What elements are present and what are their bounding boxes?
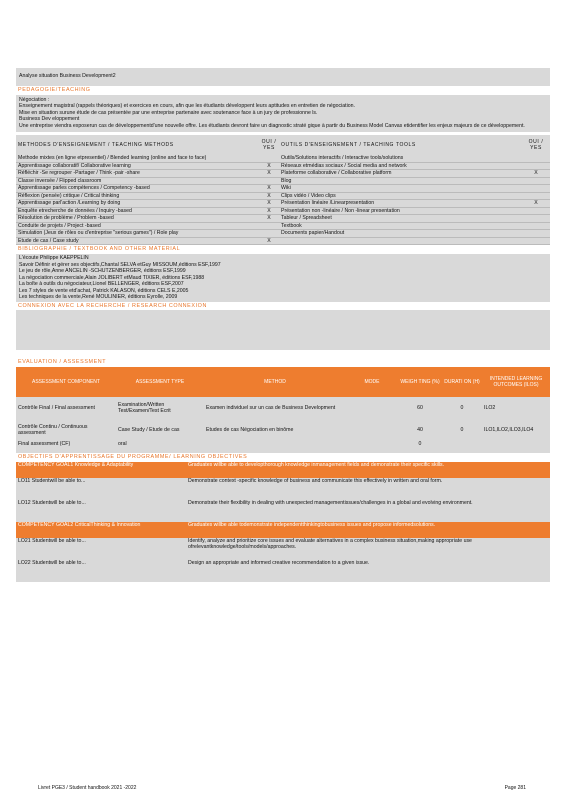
research-label: CONNEXION AVEC LA RECHERCHE / RESEARCH CONNEXION (18, 302, 207, 309)
method-mark (259, 230, 279, 238)
tool-mark: X (522, 170, 550, 178)
method-cell: Etude de cas / Case study (16, 237, 259, 245)
mode-cell (346, 419, 398, 441)
methods-table (16, 135, 550, 245)
method-mark: X (259, 207, 279, 215)
component-header: ASSESSMENT COMPONENT (16, 367, 116, 397)
tool-mark (522, 192, 550, 200)
method-mark: X (259, 170, 279, 178)
pedagogy-line: Enseignement magistral (rappels théoriques) et exercices en cours, afin que les étudiants développent leurs aptitudes en entretien de négociation. (19, 103, 355, 110)
table-row (16, 222, 550, 230)
learning-objective-row (16, 560, 550, 582)
method-cell (204, 441, 346, 453)
type-cell: oral (118, 441, 127, 447)
learning-objective-code: LO11 Studentwill be able to... (18, 477, 86, 484)
mode-cell (346, 397, 398, 419)
tool-cell: Documents papier/Handout (279, 230, 522, 238)
bibliography-line: La boîte à outils du négociateur,Lionel BELLENGER, éditions ESF,2007 (19, 281, 184, 287)
duration-cell: 0 (460, 426, 464, 433)
tool-cell (279, 237, 522, 245)
table-row (16, 237, 550, 245)
tool-cell: Outils/Solutions interactifs / Interactive tools/solutions (279, 155, 522, 162)
tool-mark (522, 237, 550, 245)
method-cell: Apprentissage parles compétences / Competency -based (16, 185, 259, 193)
pedagogy-line: Business Dev eloppement (19, 116, 80, 123)
method-cell: Examen individuel sur un cas de Business Development (206, 404, 336, 411)
table-row (16, 397, 550, 419)
bibliography-line: L'écoute Philippe KAEPPELIN (19, 255, 89, 261)
tool-cell: Présentation linéaire /Linearpresentation (279, 200, 522, 208)
method-cell: Classe inversée / Flipped classroom (16, 177, 259, 185)
tool-mark (522, 177, 550, 185)
method-mark: X (259, 215, 279, 223)
ilos-cell: ILO1,ILO2,ILO3,ILO4 (484, 426, 534, 433)
tool-cell: Clips vidéo / Video clips (279, 192, 522, 200)
component-cell: Contrôle Final / Final assessment (18, 404, 95, 411)
method-mark (259, 222, 279, 230)
method-cell: Apprentissage parl'action /Learning by doing (16, 200, 259, 208)
methods-header-row (16, 135, 550, 155)
weighting-cell: 40 (417, 426, 423, 433)
learning-objective-code: LO12 Studentwill be able to... (18, 499, 86, 506)
table-row (16, 177, 550, 185)
tools-yes-header: OUI / YES (528, 139, 544, 152)
ilos-cell: ILO2 (484, 404, 496, 411)
tool-mark (522, 185, 550, 193)
table-row (16, 162, 550, 170)
learning-objective-code: LO22 Studentwill be able to... (18, 559, 86, 566)
tools-header: OUTILS D'ENSEIGNEMENT / TEACHING TOOLS (281, 142, 416, 149)
evaluation-label: EVALUATION / ASSESSMENT (18, 359, 107, 366)
duration-header: DURATI ON (H) (442, 367, 482, 397)
method-cell: Réflexion (pensée) critique / Critical thinking (16, 192, 259, 200)
learning-objective-code: LO21 Studentwill be able to... (18, 537, 86, 544)
duration-cell: 0 (460, 404, 464, 411)
learning-objective-text: Design an appropriate and informed creative recommendation to a given issue. (188, 559, 370, 566)
bibliography-block (16, 254, 550, 302)
method-header: METHOD (204, 367, 346, 397)
method-mark (259, 177, 279, 185)
tool-cell: Présentation non -linéaire / Non -linear presentation (279, 207, 522, 215)
evaluation-table (16, 367, 550, 453)
method-cell: Etudes de cas Négociation en binôme (206, 426, 294, 433)
table-row (16, 207, 550, 215)
mode-header: MODE (346, 367, 398, 397)
bibliography-line: Le jeu de rôle,Anne ANCELIN -SCHUTZENBERGER, éditions ESF,1999 (19, 268, 186, 274)
methods-header: METHODES D'ENSEIGNEMENT / TEACHING METHODS (18, 142, 174, 149)
method-mark: X (259, 192, 279, 200)
method-cell: Résolution de problème / Problem -based (16, 215, 259, 223)
bibliography-label: BIBLIOGRAPHIE / TEXTBOOK AND OTHER MATERIAL (18, 246, 181, 253)
page-footer (38, 785, 526, 791)
tool-cell: Plateforme collaborative / Collaborative platform (279, 170, 522, 178)
learning-objective-text: Demonstrate their flexibility in dealing with unexpected managementissues/challenges in a global and evolving environment. (188, 499, 473, 506)
learning-objective-row (16, 538, 550, 560)
method-cell: Enquête etrecherche de données / Inquiry -based (16, 207, 259, 215)
table-row (16, 419, 550, 441)
learning-objective-text: Demonstrate context -specific knowledge of business and communicate this effectively in written and oral form. (188, 477, 443, 484)
tool-mark (522, 155, 550, 162)
bibliography-line: Les 7 styles de vente etd'achat, Patrick KALASON, éditions CELS E,2005 (19, 287, 189, 294)
competency-goal-row (16, 462, 550, 478)
course-title: Analyse situation Business Development2 (19, 73, 116, 79)
method-mark (259, 155, 279, 162)
ilos-cell (482, 441, 550, 453)
page-number: Page 281 (504, 785, 526, 791)
table-row (16, 215, 550, 223)
method-cell: Simulation (Jeux de rôles ou d'entreprise "serious games") / Role play (16, 230, 259, 238)
method-mark: X (259, 237, 279, 245)
tool-cell: Réseaux etmédias sociaux / Social media and network (279, 162, 522, 170)
table-row (16, 170, 550, 178)
type-header: ASSESSMENT TYPE (116, 367, 204, 397)
table-row (16, 155, 550, 162)
method-mark: X (259, 185, 279, 193)
component-cell: Final assessment (CF) (18, 441, 71, 447)
tool-cell: Textbook (279, 222, 522, 230)
table-row (16, 230, 550, 238)
weighting-header: WEIGH TING (%) (398, 367, 442, 397)
tool-mark (522, 215, 550, 223)
pedagogy-block (16, 95, 550, 133)
competency-goal-code: COMPETENCY GOAL1 Knowledge & Adaptability (16, 462, 186, 478)
page-content (16, 68, 550, 582)
research-block (16, 310, 550, 350)
duration-cell (442, 441, 482, 453)
pedagogy-line: Une entreprise viendra exposerun cas de développementd'une nouvelle offre. Les étudiants devront faire un diagnostic straté gique à partir du Business Model Canvas etidentifier les enjeux majeurs de ce développement. (19, 122, 525, 129)
tool-cell: Wiki (279, 185, 522, 193)
tool-mark (522, 162, 550, 170)
method-mark: X (259, 162, 279, 170)
tool-cell: Blog (279, 177, 522, 185)
course-title-bar (16, 68, 550, 86)
component-cell: Contrôle Continu / Continuous assessment (18, 423, 88, 436)
method-cell: Apprentissage collaboratif/ Collaborative learning (16, 162, 259, 170)
competency-goal-row (16, 522, 550, 538)
ilos-header: INTENDED LEARNING OUTCOMES (ILOS) (482, 367, 550, 397)
objectives-label: OBJECTIFS D'APPRENTISSAGE DU PROGRAMME/ LEARNING OBJECTIVES (18, 454, 248, 460)
table-row (16, 192, 550, 200)
learning-objective-row (16, 478, 550, 500)
competency-goal-text: Graduates willbe able todemonstrate independentthinkingtobusiness issues and propose informedsolutions. (186, 522, 550, 538)
bibliography-line: Savoir Définir et gérer ses objectifs,Chantal SELVA etGuy MISSOUM,éditions ESF,1997 (19, 261, 221, 268)
tool-mark (522, 222, 550, 230)
weighting-cell: 0 (418, 441, 422, 447)
table-row (16, 185, 550, 193)
methods-yes-header: OUI / YES (261, 139, 277, 152)
objectives-table (16, 462, 550, 582)
method-cell: Methode mixtes (en ligne etpresentiel) / Blended learning (online and face to face) (16, 155, 259, 162)
weighting-cell: 60 (417, 404, 423, 411)
pedagogy-line: Mise en situation surune étude de cas présentée par une entreprise partenaire avec soutenance face à un jury de professionne ls. (19, 109, 318, 116)
tool-cell: Tableur / Spreadsheet (279, 215, 522, 223)
table-row (16, 200, 550, 208)
method-cell: Réfléchir -Se regrouper -Partager / Think -pair -share (16, 170, 259, 178)
competency-goal-code: COMPETENCY GOAL2 CriticalThinking & Innovation (16, 522, 186, 538)
pedagogy-line: Négociation : (19, 96, 50, 103)
method-mark: X (259, 200, 279, 208)
evaluation-header-row (16, 367, 550, 397)
mode-cell (346, 441, 398, 453)
competency-goal-text: Graduates willbe able to developthorough knowledge inmanagement fields and demonstrate their specific skills. (186, 462, 550, 478)
table-row (16, 441, 550, 453)
tool-mark (522, 207, 550, 215)
pedagogy-label: PEDAGOGIE/TEACHING (18, 87, 91, 93)
footer-left: Livret PGE3 / Student handbook 2021 -2022 (38, 785, 137, 791)
bibliography-line: La négociation commerciale,Alain JOLIBERT etMaud TIXIER, éditions ESF,1988 (19, 274, 205, 281)
tool-mark: X (522, 200, 550, 208)
method-cell: Conduite de projets / Project -based (16, 222, 259, 230)
bibliography-line: Les techniques de la vente,René MOULINIER, éditions Eyrolle, 2009 (19, 294, 178, 300)
learning-objective-row (16, 500, 550, 522)
type-cell: Examination/Written Test/Examen/Test Ecrit (118, 401, 171, 414)
tool-mark (522, 230, 550, 238)
type-cell: Case Study / Etude de cas (118, 426, 180, 433)
learning-objective-text: Identify, analyze and prioritize core issues and evaluate alternatives in a complex business situation,making appropriate use ofrelevantknowledge/tools/models/approaches. (188, 537, 472, 551)
